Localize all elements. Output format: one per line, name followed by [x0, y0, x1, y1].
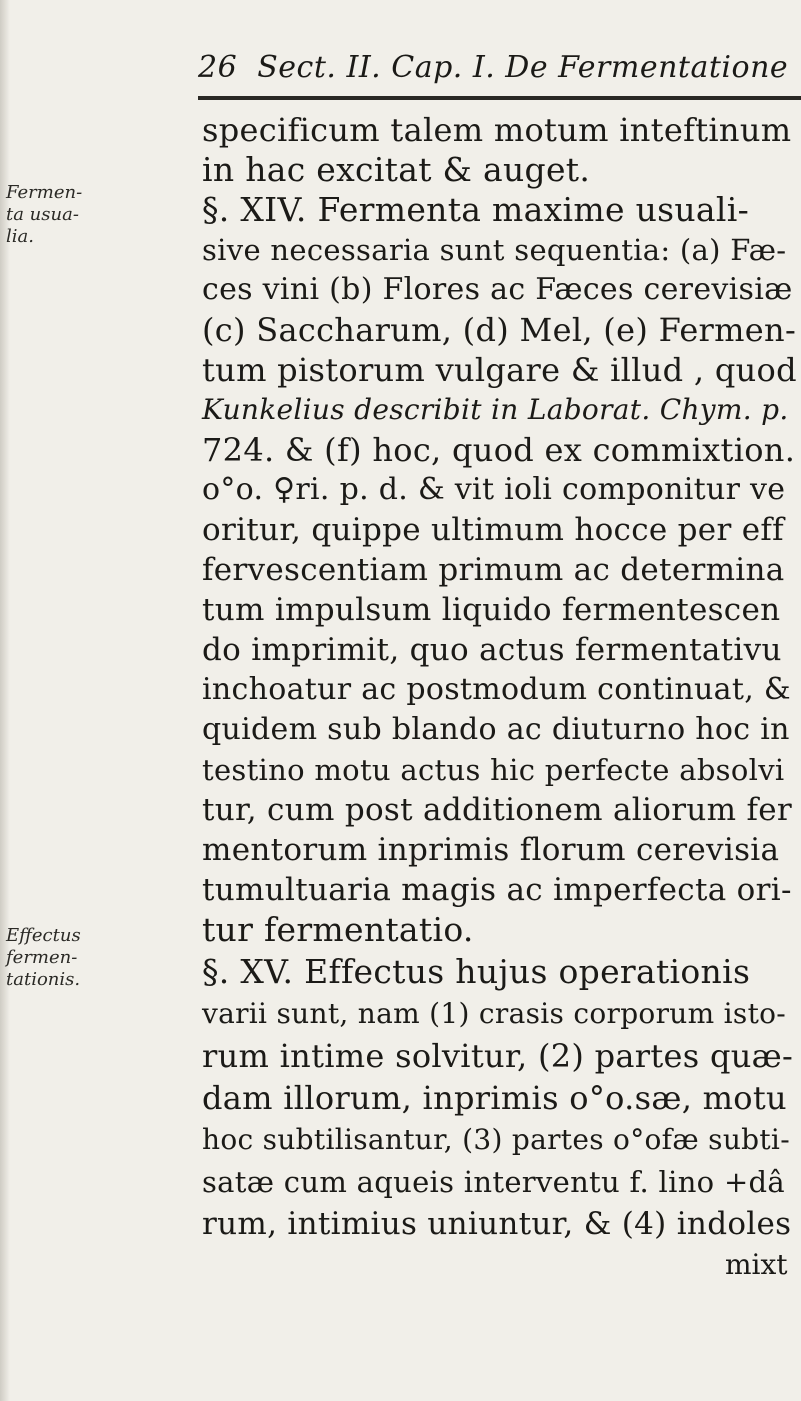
text-line: do imprimit, quo actus fermentativu: [202, 632, 782, 668]
text-line: o°o. ♀ri. p. d. & vit ioli componitur ve: [202, 472, 786, 507]
text-line: ces vini (b) Flores ac Fæces cerevisiæ: [202, 272, 793, 307]
text-line: dam illorum, inprimis o°o.sæ, motu: [202, 1079, 787, 1117]
text-line: sive necessaria sunt sequentia: (a) Fæ-: [202, 233, 787, 267]
text-line: §. XV. Effectus hujus operationis: [202, 952, 751, 991]
text-line: hoc subtilisantur, (3) partes o°ofæ subti-: [202, 1123, 790, 1156]
text-line: oritur, quippe ultimum hocce per eff: [202, 512, 784, 548]
text-line: tur fermentatio.: [202, 910, 474, 949]
text-line: Kunkelius describit in Laborat. Chym. p.: [202, 393, 789, 426]
page-number: 26: [198, 50, 238, 85]
text-line: rum, intimius uniuntur, & (4) indoles: [202, 1206, 792, 1242]
text-line: satæ cum aqueis interventu f. lino +dâ: [202, 1165, 786, 1199]
text-line: quidem sub blando ac diuturno hoc in: [202, 712, 790, 747]
text-line: in hac excitat & auget.: [202, 150, 591, 189]
text-line: inchoatur ac postmodum continuat, &: [202, 672, 791, 707]
text-line: tum impulsum liquido fermentescen: [202, 592, 781, 628]
text-line: rum intime solvitur, (2) partes quæ-: [202, 1037, 794, 1075]
text-line: 724. & (f) hoc, quod ex commixtion.: [202, 431, 796, 469]
text-line: (c) Saccharum, (d) Mel, (e) Fermen-: [202, 311, 797, 349]
marginal-note-effectus: Effectus fermen- tationis.: [6, 925, 81, 990]
text-line: tum pistorum vulgare & illud , quod: [202, 351, 797, 389]
text-line: tur, cum post additionem aliorum fer: [202, 792, 792, 828]
text-line: fervescentiam primum ac determina: [202, 552, 785, 588]
text-line: tumultuaria magis ac imperfecta ori-: [202, 872, 792, 908]
text-line: testino motu actus hic perfecte absolvi: [202, 753, 785, 787]
catchword: mixt: [725, 1248, 788, 1281]
marginal-note-fermenta: Fermen- ta usua- lia.: [6, 182, 83, 247]
text-line: specificum talem motum inteftinum: [202, 111, 792, 149]
text-line: varii sunt, nam (1) crasis corporum isto-: [202, 997, 787, 1030]
text-line: §. XIV. Fermenta maxime usuali-: [202, 190, 750, 229]
running-title: Sect. II. Cap. I. De Fermentatione: [257, 50, 789, 85]
text-line: mentorum inprimis florum cerevisia: [202, 832, 780, 868]
